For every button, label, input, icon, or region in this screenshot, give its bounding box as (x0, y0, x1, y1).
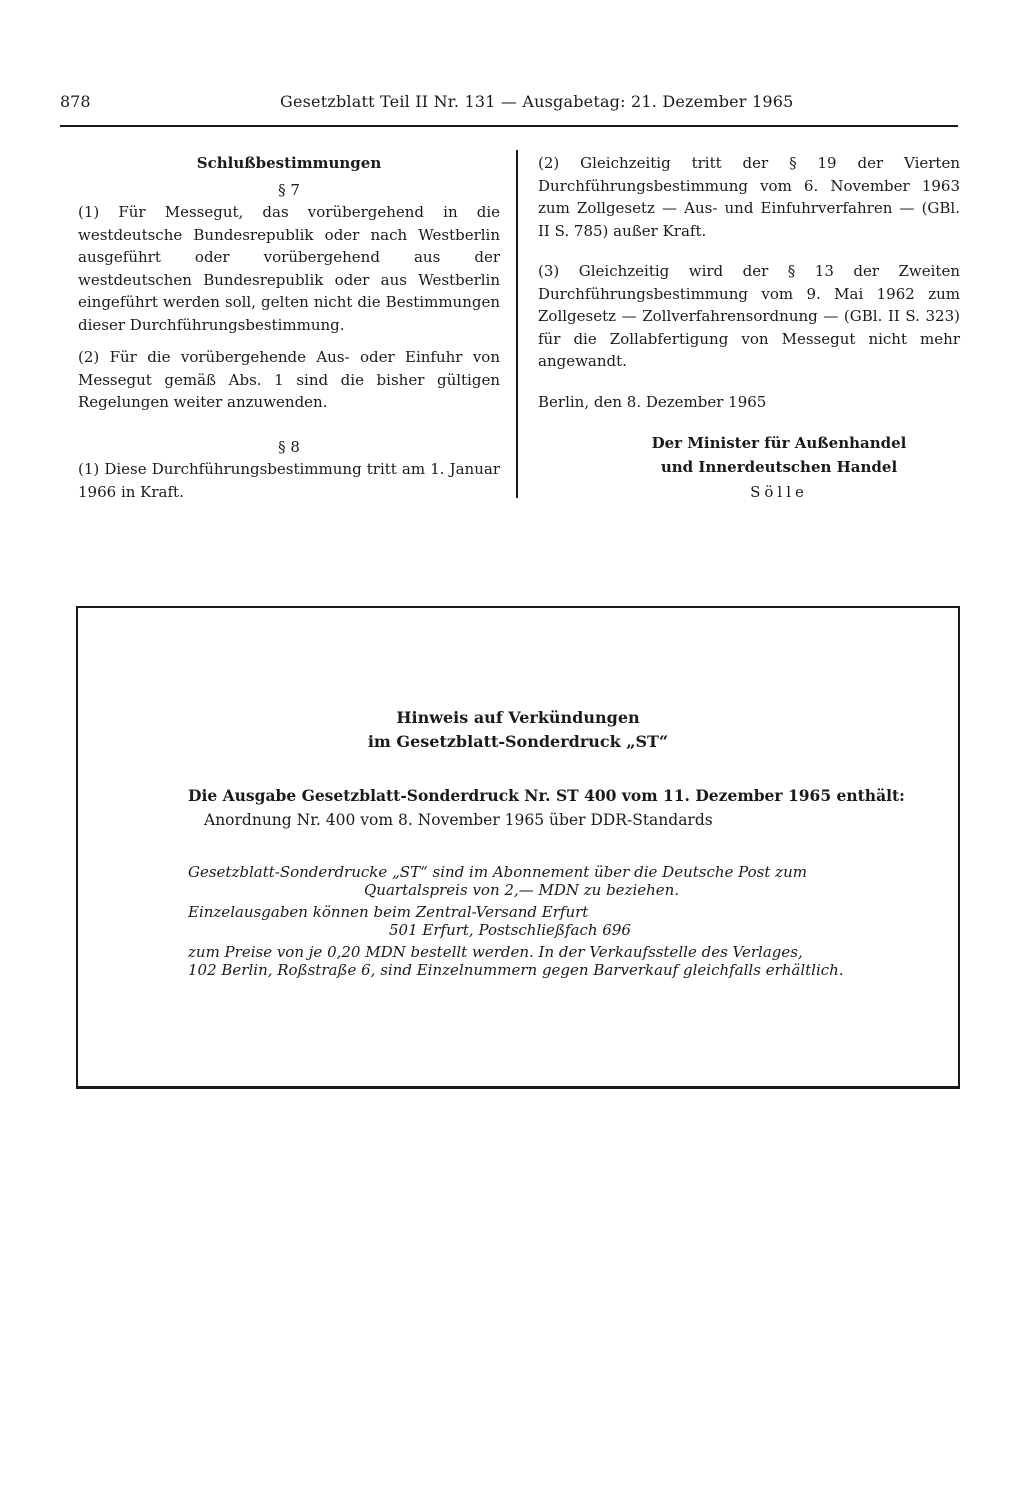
signer-line-2: und Innerdeutschen Handel (660, 458, 898, 476)
notice-title-line-1: Hinweis auf Verkündungen (396, 708, 640, 727)
notice-box (76, 606, 960, 1089)
section-8-label: § 8 (278, 437, 300, 456)
header-title: Gesetzblatt Teil II Nr. 131 — Ausgabetag: 21. Dezember 1965 (280, 92, 794, 111)
right-paragraph-3: (3) Gleichzeitig wird der § 13 der Zweiten Durchführungsbestimmung vom 9. Mai 1962 zum Zollgesetz — Zollverfahrensordnung — (GBl. II S. 323) für die Zollabfertigung von Messegut nicht mehr angewandt. (538, 262, 960, 370)
right-column (538, 152, 960, 504)
section-7-paragraph-2: (2) Für die vorübergehende Aus- oder Einfuhr von Messegut gemäß Abs. 1 sind die bisher gültigen Regelungen weiter anzuwenden. (78, 348, 500, 411)
section-8-paragraph-1: (1) Diese Durchführungsbestimmung tritt am 1. Januar 1966 in Kraft. (78, 460, 500, 501)
left-column (78, 152, 500, 503)
section-7-paragraph-1: (1) Für Messegut, das vorübergehend in die westdeutsche Bundesrepublik oder nach Westberlin ausgeführt oder vorübergehend aus der westdeutschen Bundesrepublik oder aus Westberlin eingeführt werden soll, gelten nicht die Bestimmungen dieser Durchführungsbestimmung. (78, 203, 500, 334)
notice-title (76, 706, 960, 754)
section-heading: Schlußbestimmungen (196, 154, 382, 172)
notice-info-line-2: Quartalspreis von 2,— MDN zu beziehen. (364, 881, 680, 899)
section-7-label: § 7 (278, 180, 300, 199)
signer-title (598, 431, 960, 479)
place-date: Berlin, den 8. Dezember 1965 (538, 392, 767, 411)
notice-item: Anordnung Nr. 400 vom 8. November 1965 über DDR-Standards (204, 811, 713, 829)
column-divider (516, 150, 518, 498)
signer-name: Sölle (750, 483, 808, 501)
signer-line-1: Der Minister für Außenhandel (651, 434, 907, 452)
notice-info-line-4: 501 Erfurt, Postschließfach 696 (389, 921, 631, 939)
page-number: 878 (60, 92, 91, 111)
header-rule (60, 125, 958, 127)
notice-info-line-3: Einzelausgaben können beim Zentral-Versand Erfurt (188, 903, 589, 921)
notice-lead: Die Ausgabe Gesetzblatt-Sonderdruck Nr. ST 400 vom 11. Dezember 1965 enthält: (188, 786, 905, 805)
notice-info-line-5: zum Preise von je 0,20 MDN bestellt werden. In der Verkaufsstelle des Verlages, (188, 943, 803, 961)
notice-title-line-2: im Gesetzblatt-Sonderdruck „ST“ (367, 732, 669, 751)
notice-info-line-6: 102 Berlin, Roßstraße 6, sind Einzelnummern gegen Barverkauf gleichfalls erhältlich. (188, 961, 844, 979)
notice-info-line-1: Gesetzblatt-Sonderdrucke „ST“ sind im Abonnement über die Deutsche Post zum (188, 863, 807, 881)
right-paragraph-2: (2) Gleichzeitig tritt der § 19 der Vierten Durchführungsbestimmung vom 6. November 1963 zum Zollgesetz — Aus- und Einfuhrverfahren — (GBl. II S. 785) außer Kraft. (538, 154, 960, 240)
